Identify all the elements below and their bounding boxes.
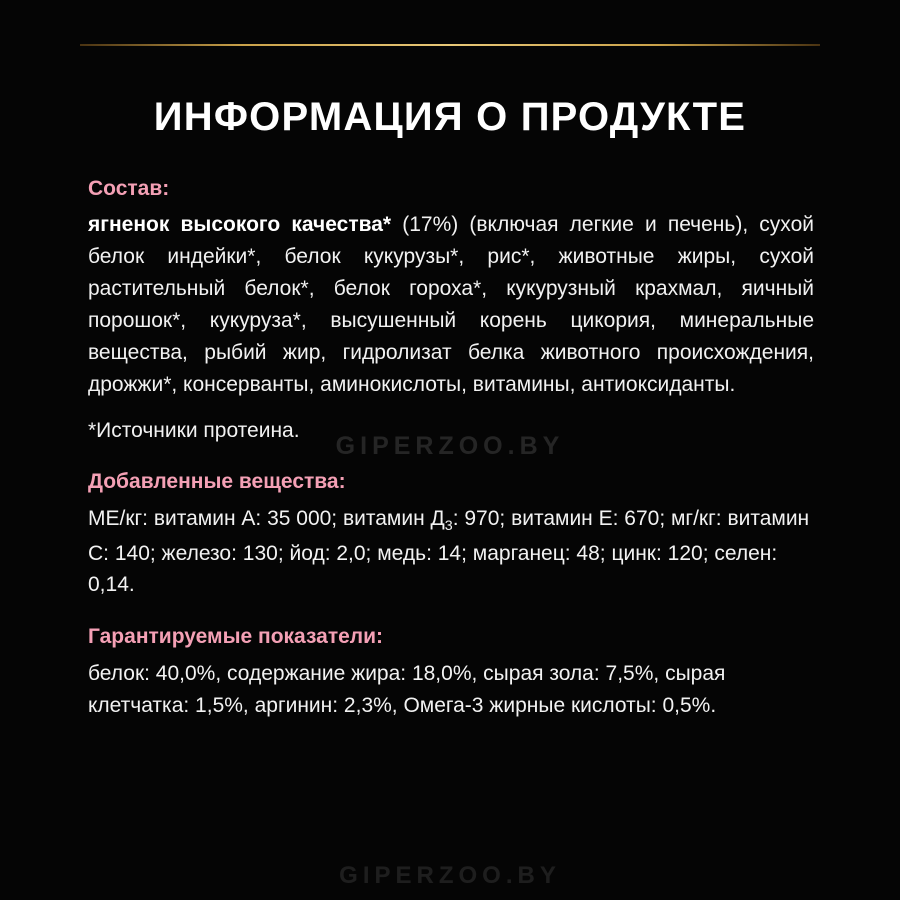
analysis-heading: Гарантируемые показатели: [88,625,384,649]
watermark-bottom: GIPERZOO.BY [339,862,561,889]
product-info-content [88,175,814,721]
composition-lead: ягненок высокого качества* [88,213,392,237]
composition-body: (17%) (включая легкие и печень), сухой белок индейки*, белок кукурузы*, рис*, животные жиры, сухой растительный белок*, белок гороха*, кукурузный крахмал, яичный порошок*, кукуруза*, высушенный корень цикория, минеральные вещества, рыбий жир, гидролизат белка животного происхождения, дрожжи*, консерванты, аминокислоты, витамины, антиоксиданты. [88,213,814,396]
additives-heading: Добавленные вещества: [88,470,346,494]
composition-heading: Состав: [88,177,170,200]
analysis-block [88,623,814,721]
additives-text-part1: МЕ/кг: витамин А: 35 000; витамин Д [88,506,445,530]
additives-subscript: 3 [444,517,453,534]
composition-block [88,175,814,446]
additives-text [88,503,814,602]
composition-footnote: *Источники протеина. [88,418,300,442]
analysis-text: белок: 40,0%, содержание жира: 18,0%, сырая зола: 7,5%, сырая клетчатка: 1,5%, аргинин: 2,3%, Омега-3 жирные кислоты: 0,5%. [88,661,726,717]
spacer [88,401,814,415]
gold-divider-rule [80,44,820,46]
additives-block [88,468,814,601]
composition-text [88,209,814,400]
page-title: ИНФОРМАЦИЯ О ПРОДУКТЕ [153,94,747,139]
watermark-center: GIPERZOO.BY [335,432,565,460]
additives-text-part2: : 970; витамин Е: 670; мг/кг: витамин С: 140; железо: 130; йод: 2,0; медь: 14; марганец: 48; цинк: 120; селен: 0,14. [88,506,810,597]
